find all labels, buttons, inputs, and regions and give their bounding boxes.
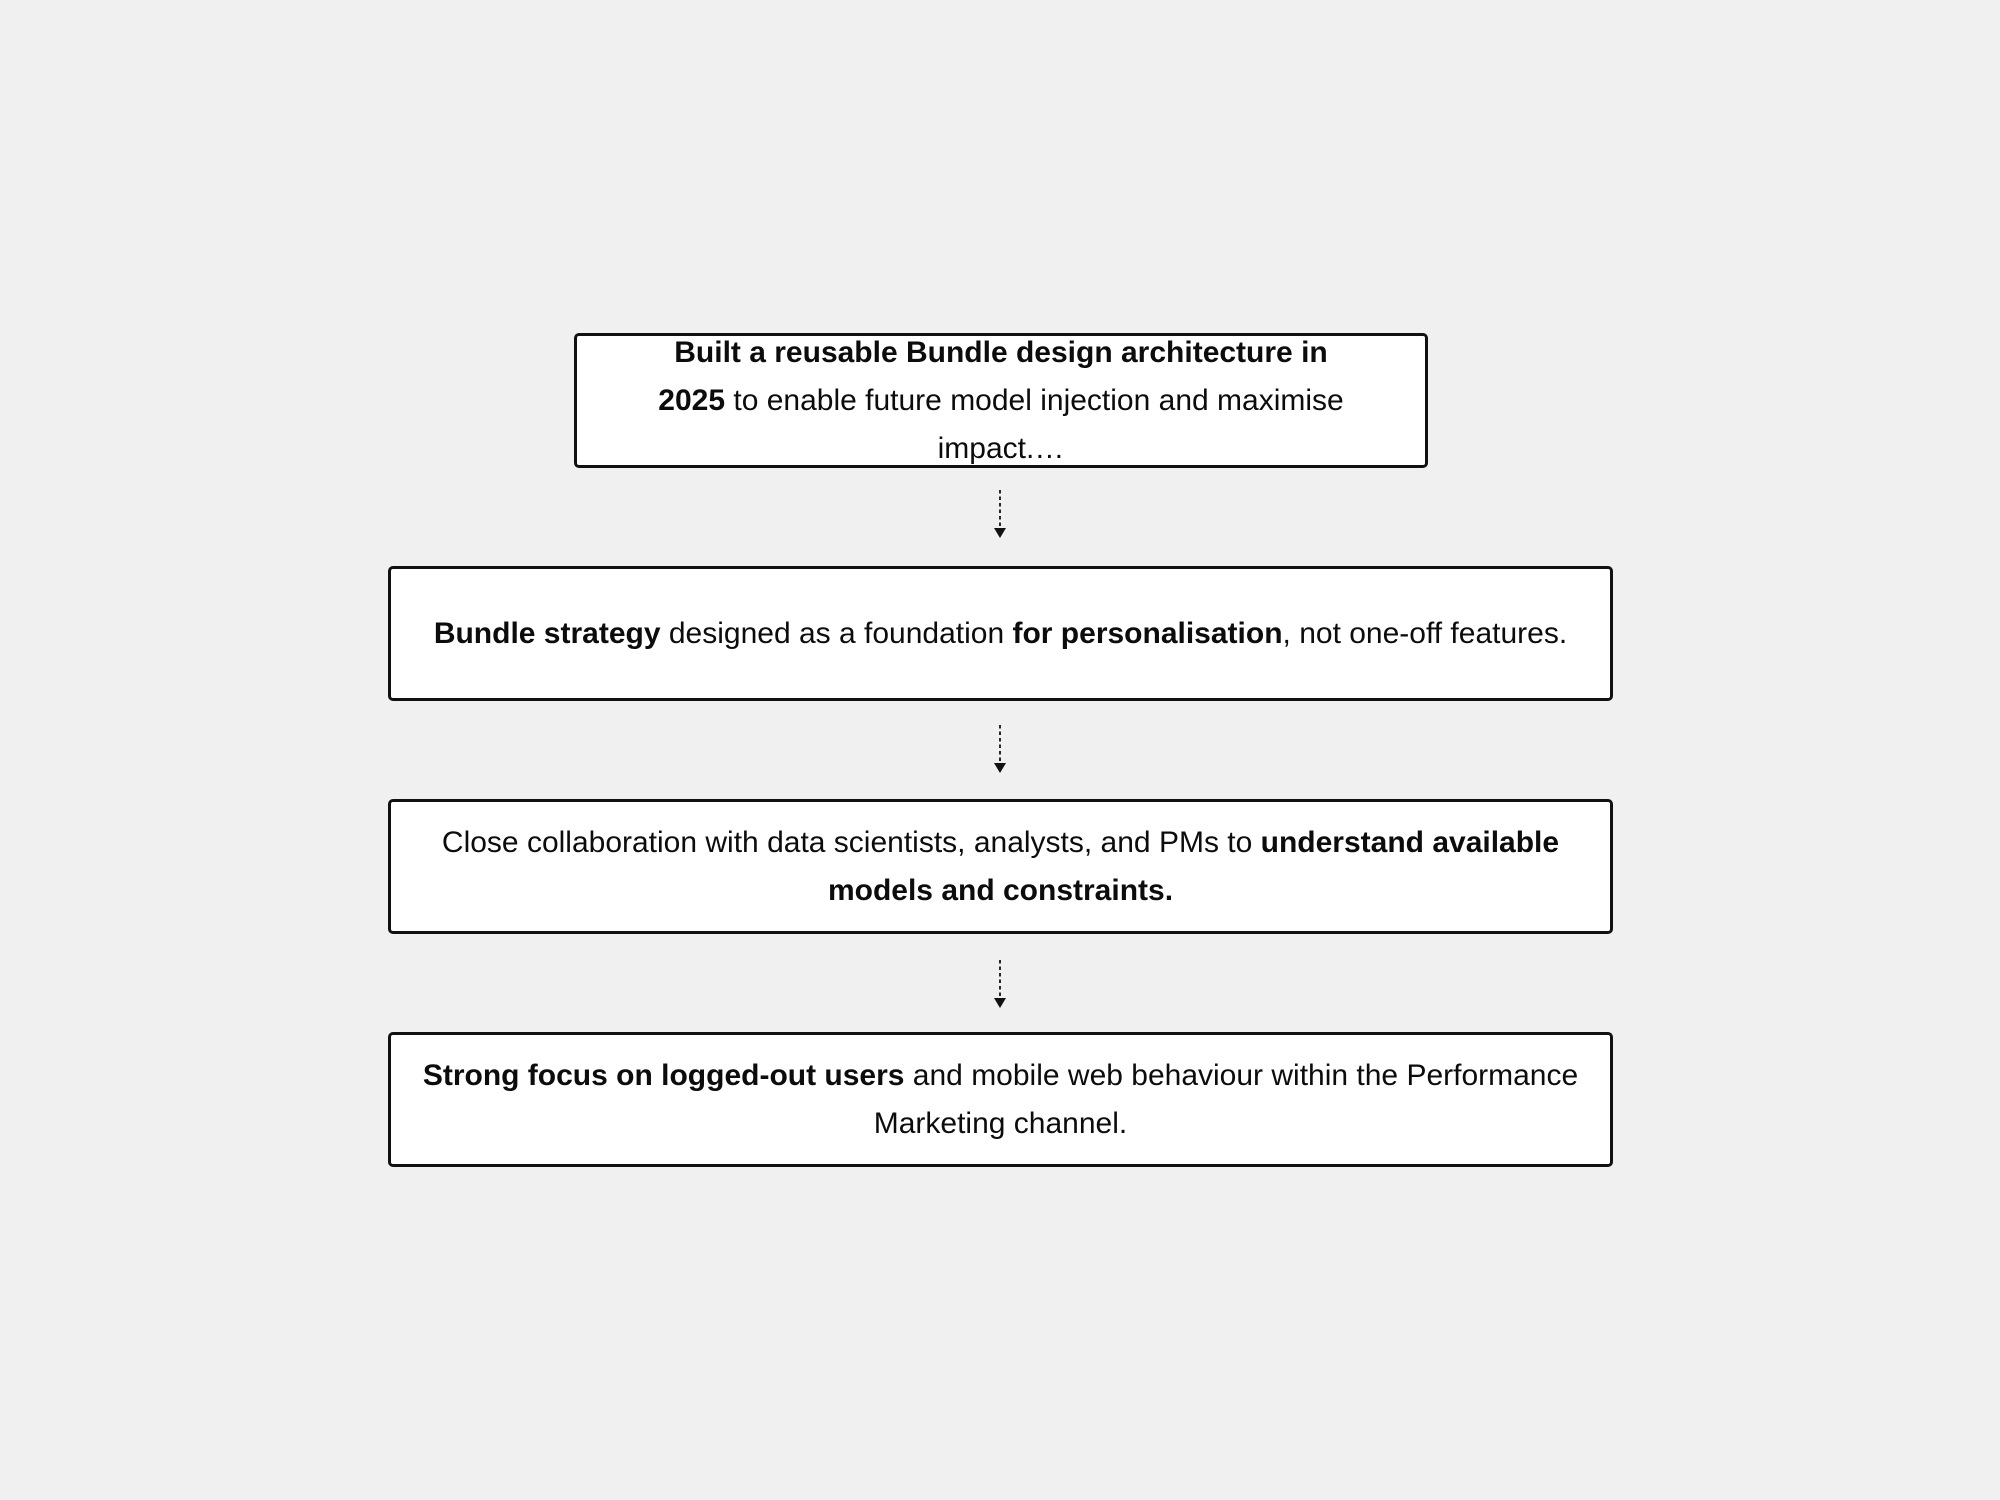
step-3-text-1: Close collaboration with data scientists, analysts, and PMs to xyxy=(441,825,1261,859)
step-1-bold-1: Built a reusable Bundle design architecture in 2025 xyxy=(658,335,1328,417)
step-text-2 xyxy=(434,610,1567,658)
step-2-text-1: designed as a foundation xyxy=(660,616,1013,650)
connector-arrow-3 xyxy=(990,960,1010,1010)
step-box-3 xyxy=(388,799,1613,934)
step-4-text-1: and mobile web behaviour within the Performance Marketing channel. xyxy=(873,1058,1579,1140)
step-box-2 xyxy=(388,566,1613,701)
step-text-1 xyxy=(641,329,1361,473)
step-text-4 xyxy=(421,1052,1580,1148)
step-text-3 xyxy=(431,819,1571,915)
step-2-bold-2: for personalisation xyxy=(1012,616,1283,650)
step-2-bold-1: Bundle strategy xyxy=(433,616,661,650)
connector-arrow-1 xyxy=(990,490,1010,540)
step-3-bold-1: understand available models and constraints. xyxy=(827,825,1560,907)
step-box-4 xyxy=(388,1032,1613,1167)
step-box-1 xyxy=(574,333,1428,468)
step-4-bold-1: Strong focus on logged-out users xyxy=(422,1058,905,1092)
connector-arrow-2 xyxy=(990,725,1010,775)
step-2-text-2: , not one-off features. xyxy=(1282,616,1568,650)
step-1-text-1: to enable future model injection and maximise impact.… xyxy=(725,383,1344,465)
